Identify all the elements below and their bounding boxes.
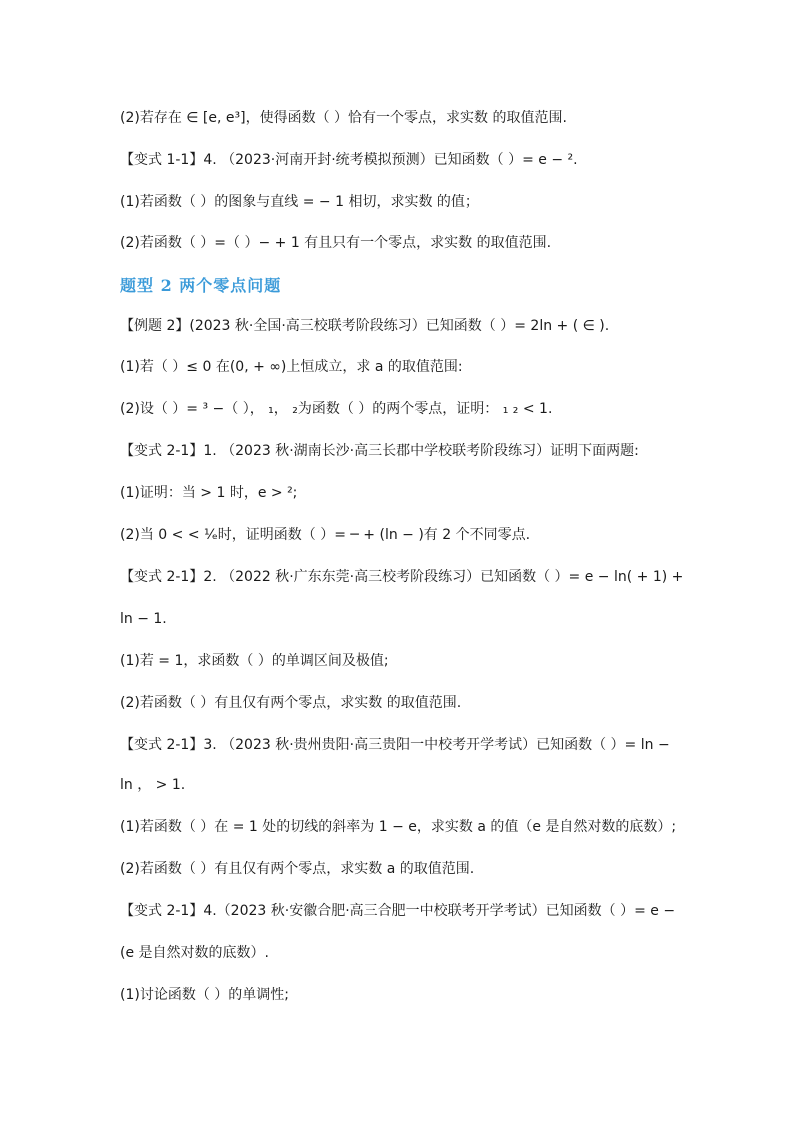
text-line: 【变式 2-1】4.（2023 秋·安徽合肥·高三合肥一中校联考开学考试）已知函数（ ）= e − (120, 903, 676, 919)
text-line: (2)若函数（ ）=（ ）− + 1 有且只有一个零点，求实数 的取值范围. (120, 235, 552, 251)
text-line: (1)若函数（ ）在 = 1 处的切线的斜率为 1 − e，求实数 a 的值（e 是自然对数的底数）; (120, 819, 677, 835)
text-line: 【变式 2-1】2. （2022 秋·广东东莞·高三校考阶段练习）已知函数（ ）= e − ln( + 1) + (120, 569, 684, 585)
text-line: (2)设（ ）= ³ −（ ）， ₁， ₂为函数（ ）的两个零点，证明： ₁ ₂ < 1. (120, 401, 553, 417)
text-line: (1)若（ ）≤ 0 在(0, + ∞)上恒成立，求 a 的取值范围: (120, 359, 463, 375)
text-line: (2)若函数（ ）有且仅有两个零点，求实数 的取值范围. (120, 695, 462, 711)
text-line: ln − 1. (120, 611, 167, 627)
text-line: (e 是自然对数的底数）. (120, 945, 269, 961)
text-line: (2)当 0 < < ¹⁄ₑ时，证明函数（ ）= ─ + (ln − )有 2 个不同零点. (120, 527, 531, 543)
section-heading: 题型 2 两个零点问题 (120, 276, 282, 295)
text-line: (1)若函数（ ）的图象与直线 = − 1 相切，求实数 的值； (120, 194, 479, 210)
text-line: (1)若 = 1，求函数（ ）的单调区间及极值; (120, 653, 389, 669)
text-line: 【变式 2-1】1. （2023 秋·湖南长沙·高三长郡中学校联考阶段练习）证明下面两题: (120, 443, 639, 459)
text-line: 【变式 1-1】4. （2023·河南开封·统考模拟预测）已知函数（ ）= e − ². (120, 152, 578, 168)
text-line: 【变式 2-1】3. （2023 秋·贵州贵阳·高三贵阳一中校考开学考试）已知函数（ ）= ln − (120, 737, 670, 753)
text-line: (2)若函数（ ）有且仅有两个零点，求实数 a 的取值范围. (120, 861, 475, 877)
text-line: 【例题 2】(2023 秋·全国·高三校联考阶段练习）已知函数（ ）= 2ln + ( ∈ ). (120, 318, 610, 334)
text-line: (1)讨论函数（ ）的单调性; (120, 987, 289, 1003)
text-line: (1)证明：当 > 1 时，e > ²; (120, 485, 298, 501)
text-line: (2)若存在 ∈ [e, e³]，使得函数（ ）恰有一个零点，求实数 的取值范围. (120, 110, 567, 126)
text-line: ln ， > 1. (120, 777, 186, 793)
